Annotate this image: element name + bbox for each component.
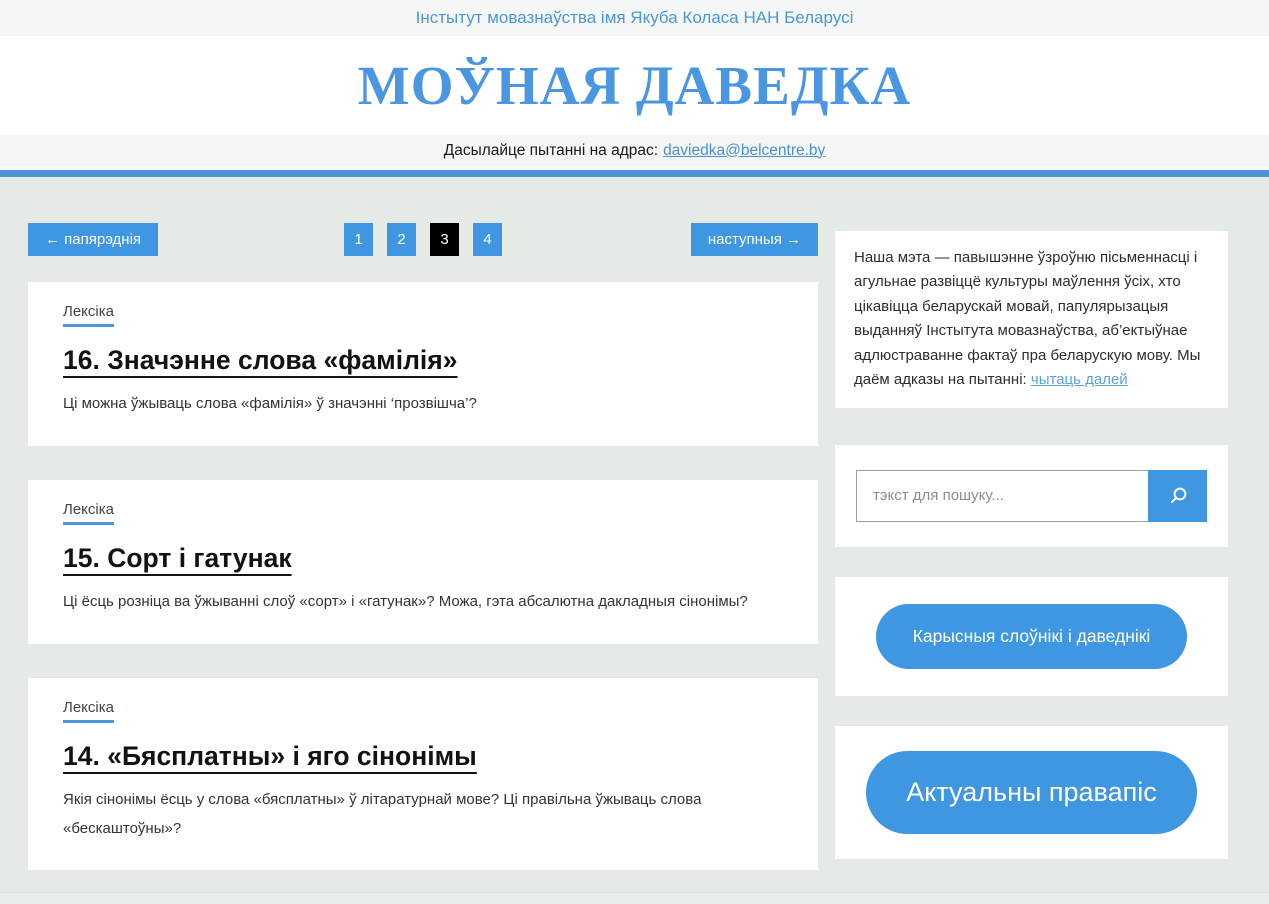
post-title-link[interactable]: 15. Сорт і гатунак <box>63 542 292 573</box>
page-content <box>0 177 1269 904</box>
read-more-link[interactable]: чытаць далей <box>1030 371 1128 389</box>
dictionaries-button[interactable]: Карысныя слоўнікі і даведнікі <box>876 604 1188 669</box>
dictionaries-widget <box>835 577 1228 696</box>
main-column <box>28 223 818 904</box>
page-number-2[interactable]: 2 <box>387 223 416 256</box>
post-card <box>28 282 818 446</box>
contact-email-link[interactable]: daviedka@belcentre.by <box>663 141 826 159</box>
mission-text: Наша мэта — павышэнне ўзроўню пісьменнасці і агульнае развіццё культуры маўлення ўсіх, хто цікавіцца беларускай мовай, папулярызацыя выданняў Інстытута мовазнаўства, аб’ектыўнае адлюстраванне фактаў пра беларускую мову. Мы даём адказы на пытанні: <box>854 249 1201 389</box>
site-header <box>0 36 1269 135</box>
contact-label: Дасылайце пытанні на адрас: <box>443 141 659 159</box>
post-excerpt: Ці можна ўжываць слова «фамілія» ў значэнні ‘прозвішча’? <box>63 395 477 413</box>
institute-link[interactable]: Інстытут мовазнаўства імя Якуба Коласа НАН Беларусі <box>415 8 854 27</box>
post-excerpt: Якія сінонімы ёсць у слова «бясплатны» ў літаратурнай мове? Ці правільна ўжываць слова «бескаштоўны»? <box>63 791 702 837</box>
search-form <box>856 470 1207 522</box>
next-page-button[interactable]: наступныя → <box>691 223 818 256</box>
sidebar <box>835 223 1228 889</box>
post-title-link[interactable]: 16. Значэнне слова «фамілія» <box>63 345 458 375</box>
topbar <box>0 0 1269 36</box>
page-numbers <box>344 223 502 256</box>
orthography-button[interactable]: Актуальны правапіс <box>866 751 1196 834</box>
post-excerpt: Ці ёсць розніца ва ўжыванні слоў «сорт» і «гатунак»? Можа, гэта абсалютна дакладныя сінонімы? <box>63 593 748 611</box>
search-input[interactable] <box>856 470 1148 522</box>
header-accent-bar <box>0 170 1269 177</box>
post-card <box>28 678 818 870</box>
post-card <box>28 480 818 644</box>
mission-widget <box>835 231 1228 408</box>
page-number-4[interactable]: 4 <box>473 223 502 256</box>
site-title[interactable]: МОЎНАЯ ДАВЕДКА <box>357 55 912 116</box>
search-button[interactable] <box>1148 470 1207 522</box>
post-category-link[interactable]: Лексіка <box>63 699 114 723</box>
page-number-1[interactable]: 1 <box>344 223 373 256</box>
search-icon <box>1167 485 1189 507</box>
search-widget <box>835 445 1228 547</box>
post-category-link[interactable]: Лексіка <box>63 303 114 327</box>
footer-strip <box>0 892 1269 904</box>
post-title-link[interactable]: 14. «Бясплатны» і яго сінонімы <box>63 740 477 771</box>
page-number-3-current[interactable]: 3 <box>430 223 459 256</box>
contact-strip <box>0 135 1269 166</box>
prev-page-button[interactable]: ← папярэднія <box>28 223 158 256</box>
post-category-link[interactable]: Лексіка <box>63 501 114 525</box>
orthography-widget <box>835 726 1228 859</box>
pagination <box>28 223 818 256</box>
